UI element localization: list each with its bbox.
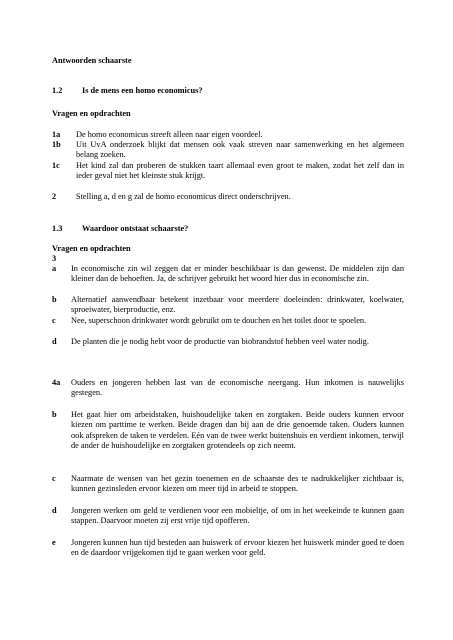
answer-text: In economische zin wil zeggen dat er minder beschikbaar is dan gewenst. De middelen zijn dan kleiner dan de behoeften. Ja, de schrijver gebruikt het woord hier dus in economische zin.	[71, 264, 404, 284]
section-number-1-3: 1.3	[52, 224, 63, 233]
answer-text: De planten die je nodig hebt voor de productie van biobrandstof hebben veel water nodig.	[71, 337, 369, 346]
answer-text: Naarmate de wensen van het gezin toenemen en de schaarste des te nadrukkelijker zichtbaar is, kunnen gezinsleden ervoor kiezen om meer tijd in arbeid te stoppen.	[71, 474, 404, 494]
answer-label: d	[52, 337, 57, 346]
section-title-1-3: Waardoor ontstaat schaarste?	[82, 224, 189, 233]
answer-label: b	[52, 295, 57, 304]
answer-text: Nee, superschoon drinkwater wordt gebruikt om te douchen en het toilet door te spoelen.	[71, 316, 367, 325]
answer-label: a	[52, 264, 57, 273]
subheading-1-2: Vragen en opdrachten	[52, 109, 131, 118]
answer-label: 1b	[52, 140, 61, 149]
answer-label: e	[52, 538, 56, 547]
subheading-1-3: Vragen en opdrachten	[52, 244, 131, 253]
answer-label: b	[52, 410, 57, 419]
answer-label: 2	[52, 192, 57, 201]
section-title-1-2: Is de mens een homo economicus?	[82, 86, 203, 95]
answer-label: c	[52, 474, 56, 483]
answer-text: Jongeren werken om geld te verdienen voor een mobieltje, of om in het weekeinde te kunnen gaan stappen. Daarvoor moeten zij erst vrije tijd opofferen.	[71, 506, 404, 526]
document-title: Antwoorden schaarste	[52, 56, 132, 65]
answer-text: Stelling a, d en g zal de homo economicus direct onderschrijven.	[76, 192, 291, 201]
answer-label: d	[52, 506, 57, 515]
answer-label: c	[52, 316, 56, 325]
answer-text: De homo economicus streeft alleen naar eigen voordeel.	[76, 130, 263, 139]
section-number-1-2: 1.2	[52, 86, 63, 95]
answer-text: Het gaat hier om arbeidstaken, huishoudelijke taken en zorgtaken. Beide ouders kunnen ervoor kiezen om parttime te werken. Beide dragen dan bij aan de drie genoemde taken. Ouders kunnen ook afspreken de taken te verdelen. Eén van de twee werkt buitenshuis en verdient inkomen, terwijl de ander de huishoudelijke en zorgtaken grotendeels op zich neemt.	[71, 410, 404, 451]
answer-text: Het kind zal dan proberen de stukken taart allemaal even groot te maken, zodat het zelf dan in ieder geval niet het kleinste stuk krijgt.	[76, 161, 404, 181]
answer-text: Jongeren kunnen hun tijd besteden aan huiswerk of ervoor kiezen het huiswerk minder goed te doen en de daardoor vrijgekomen tijd te gaan werken voor geld.	[71, 538, 404, 558]
question-number-3: 3	[52, 254, 57, 263]
answer-text: Uit UvA onderzoek blijkt dat mensen ook vaak streven naar samenwerking en het algemeen belang zoeken.	[76, 140, 404, 160]
answer-label: 1c	[52, 161, 60, 170]
answer-label: 4a	[52, 378, 61, 387]
answer-text: Ouders en jongeren hebben last van de economische neergang. Hun inkomen is nauwelijks gestegen.	[71, 378, 404, 398]
answer-label: 1a	[52, 130, 61, 139]
answer-text: Alternatief aanwendbaar betekent inzetbaar voor meerdere doeleinden: drinkwater, koelwater, sproeiwater, bierproductie, enz.	[71, 295, 404, 315]
